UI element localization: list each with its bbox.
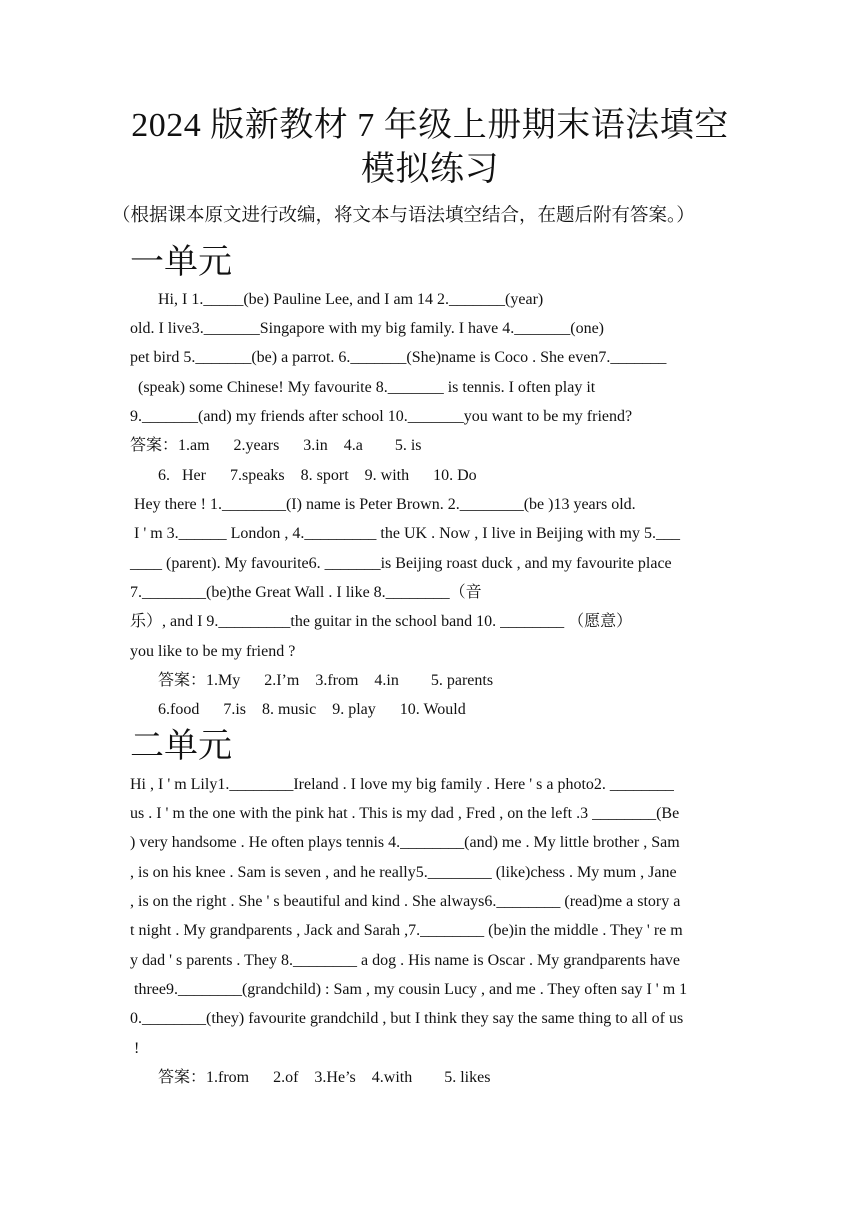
- unit-2-passage-line: y dad ' s parents . They 8.________ a dog . His name is Oscar . My grandparents have: [130, 952, 681, 969]
- unit-1-passage-1-line: 9._______(and) my friends after school 10._______you want to be my friend?: [130, 408, 633, 425]
- unit-2-passage-line: 0.________(they) favourite grandchild , but I think they say the same thing to all of us: [130, 1010, 684, 1027]
- unit-1-passage-2-line: 7.________(be)the Great Wall . I like 8.________（音: [130, 584, 482, 601]
- unit-1-passage-1-line: old. I live3._______Singapore with my big family. I have 4._______(one): [130, 320, 604, 337]
- unit-1-passage-2-line: ____ (parent). My favourite6. _______is Beijing roast duck , and my favourite place: [130, 555, 672, 572]
- unit-2-passage-line: three9.________(grandchild) : Sam , my cousin Lucy , and me . They often say I ' m 1: [130, 981, 688, 998]
- unit-2-passage-line: , is on his knee . Sam is seven , and he really5.________ (like)chess . My mum , Jane: [130, 864, 677, 881]
- unit-2-passage-line: us . I ' m the one with the pink hat . This is my dad , Fred , on the left .3 ________(Be: [130, 805, 680, 822]
- unit-1-passage-2-line: Hey there ! 1.________(I) name is Peter Brown. 2.________(be )13 years old.: [130, 496, 636, 513]
- unit-2-passage-line: Hi , I ' m Lily1.________Ireland . I love my big family . Here ' s a photo2. ________: [130, 776, 674, 793]
- unit-2-passage-line: ) very handsome . He often plays tennis 4.________(and) me . My little brother , Sam: [130, 834, 680, 851]
- unit-1-answers-2-line: 答案：1.My 2.I’m 3.from 4.in 5. parents: [130, 672, 494, 689]
- unit-2-passage-line: !: [130, 1040, 140, 1057]
- unit-1-passage-2-line: 乐）, and I 9._________the guitar in the school band 10. ________ （愿意）: [130, 613, 633, 630]
- document-title-line-2: 模拟练习: [361, 151, 499, 188]
- document-title-line-1: 2024 版新教材 7 年级上册期末语法填空: [131, 107, 729, 144]
- unit-1-answers-1-line: 6. Her 7.speaks 8. sport 9. with 10. Do: [130, 467, 477, 484]
- document-subtitle: （根据课本原文进行改编，将文本与语法填空结合，在题后附有答案。）: [112, 206, 695, 226]
- unit-1-passage-2-line: you like to be my friend ?: [130, 643, 296, 660]
- unit-1-passage-1-line: pet bird 5._______(be) a parrot. 6._______(She)name is Coco . She even7._______: [130, 349, 667, 366]
- unit-1-passage-1-line: Hi, I 1._____(be) Pauline Lee, and I am 14 2._______(year): [130, 291, 544, 308]
- unit-1-passage-1-line: (speak) some Chinese! My favourite 8._______ is tennis. I often play it: [130, 379, 596, 396]
- unit-1-answers-1-line: 答案：1.am 2.years 3.in 4.a 5. is: [130, 437, 422, 454]
- unit-2-heading: 二单元: [130, 726, 232, 766]
- unit-1-passage-2-line: I ' m 3.______ London , 4._________ the UK . Now , I live in Beijing with my 5.___: [130, 525, 680, 542]
- unit-1-answers-2-line: 6.food 7.is 8. music 9. play 10. Would: [130, 701, 466, 718]
- unit-1-heading: 一单元: [130, 242, 232, 282]
- unit-2-passage-line: , is on the right . She ' s beautiful and kind . She always6.________ (read)me a story a: [130, 893, 681, 910]
- unit-2-passage-line: t night . My grandparents , Jack and Sarah ,7.________ (be)in the middle . They ' re m: [130, 922, 683, 939]
- unit-2-answers-line: 答案：1.from 2.of 3.He’s 4.with 5. likes: [130, 1069, 491, 1086]
